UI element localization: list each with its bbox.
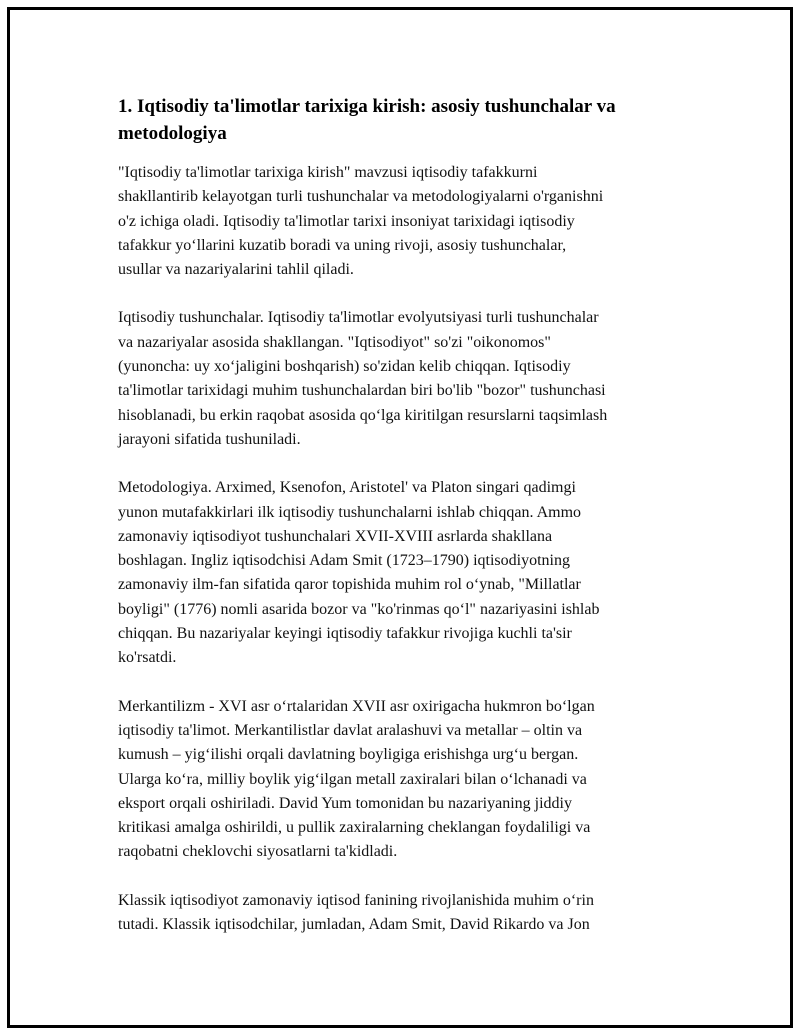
text-line: ta'limotlar tarixidagi muhim tushunchalardan biri bo'lib "bozor" tushunchasi bbox=[118, 382, 606, 400]
section-heading bbox=[118, 93, 698, 147]
text-line: zamonaviy ilm-fan sifatida qaror topishida muhim rol o‘ynab, "Millatlar bbox=[118, 576, 581, 594]
text-line: raqobatni cheklovchi siyosatlarni ta'kidladi. bbox=[118, 843, 398, 861]
text-line: tutadi. Klassik iqtisodchilar, jumladan, Adam Smit, David Rikardo va Jon bbox=[118, 916, 590, 934]
paragraph-concepts bbox=[118, 306, 698, 452]
heading-line: metodologiya bbox=[118, 123, 227, 144]
text-line: va nazariyalar asosida shakllangan. "Iqtisodiyot" so'zi "oikonomos" bbox=[118, 333, 551, 351]
text-line: Ularga ko‘ra, milliy boylik yig‘ilgan metall zaxiralari bilan o‘lchanadi va bbox=[118, 770, 587, 788]
text-line: hisoblanadi, bu erkin raqobat asosida qo‘lga kiritilgan resurslarni taqsimlash bbox=[118, 406, 608, 424]
paragraph-mercantilism bbox=[118, 695, 698, 865]
text-line: (yunoncha: uy xo‘jaligini boshqarish) so'zidan kelib chiqqan. Iqtisodiy bbox=[118, 358, 571, 376]
text-line: tafakkur yo‘llarini kuzatib boradi va uning rivoji, asosiy tushunchalar, bbox=[118, 236, 567, 254]
heading-line: 1. Iqtisodiy ta'limotlar tarixiga kirish: asosiy tushunchalar va bbox=[118, 96, 616, 117]
text-line: jarayoni sifatida tushuniladi. bbox=[118, 430, 301, 448]
paragraph-classical bbox=[118, 889, 698, 938]
text-line: shakllantirib kelayotgan turli tushunchalar va metodologiyalarni o'rganishni bbox=[118, 188, 604, 206]
text-line: zamonaviy iqtisodiyot tushunchalari XVII-XVIII asrlarda shakllana bbox=[118, 527, 553, 545]
text-line: Iqtisodiy tushunchalar. Iqtisodiy ta'limotlar evolyutsiyasi turli tushunchalar bbox=[118, 309, 599, 327]
text-line: boshlagan. Ingliz iqtisodchisi Adam Smit (1723–1790) iqtisodiyotning bbox=[118, 552, 570, 570]
paragraph-intro bbox=[118, 161, 698, 282]
text-line: "Iqtisodiy ta'limotlar tarixiga kirish" mavzusi iqtisodiy tafakkurni bbox=[118, 164, 538, 181]
paragraph-methodology bbox=[118, 476, 698, 670]
text-line: o'z ichiga oladi. Iqtisodiy ta'limotlar tarixi insoniyat tarixidagi iqtisodiy bbox=[118, 212, 575, 230]
text-line: Klassik iqtisodiyot zamonaviy iqtisod fanining rivojlanishida muhim o‘rin bbox=[118, 891, 594, 909]
text-line: chiqqan. Bu nazariyalar keyingi iqtisodiy tafakkur rivojiga kuchli ta'sir bbox=[118, 625, 572, 643]
text-line: Metodologiya. Arximed, Ksenofon, Aristotel' va Platon singari qadimgi bbox=[118, 479, 576, 497]
document-body bbox=[118, 93, 698, 961]
text-line: eksport orqali oshiriladi. David Yum tomonidan bu nazariyaning jiddiy bbox=[118, 794, 572, 812]
text-line: ko'rsatdi. bbox=[118, 649, 177, 667]
text-line: Merkantilizm - XVI asr o‘rtalaridan XVII asr oxirigacha hukmron bo‘lgan bbox=[118, 697, 595, 715]
text-line: iqtisodiy ta'limot. Merkantilistlar davlat aralashuvi va metallar – oltin va bbox=[118, 721, 583, 739]
text-line: boyligi" (1776) nomli asarida bozor va "ko'rinmas qo‘l" nazariyasini ishlab bbox=[118, 600, 600, 618]
text-line: yunon mutafakkirlari ilk iqtisodiy tushunchalarni ishlab chiqqan. Ammo bbox=[118, 503, 582, 521]
text-line: kumush – yig‘ilishi orqali davlatning boyligiga erishishga urg‘u bergan. bbox=[118, 746, 579, 764]
text-line: usullar va nazariyalarini tahlil qiladi. bbox=[118, 261, 354, 279]
text-line: kritikasi amalga oshirildi, u pullik zaxiralarning cheklangan foydaliligi va bbox=[118, 819, 591, 837]
